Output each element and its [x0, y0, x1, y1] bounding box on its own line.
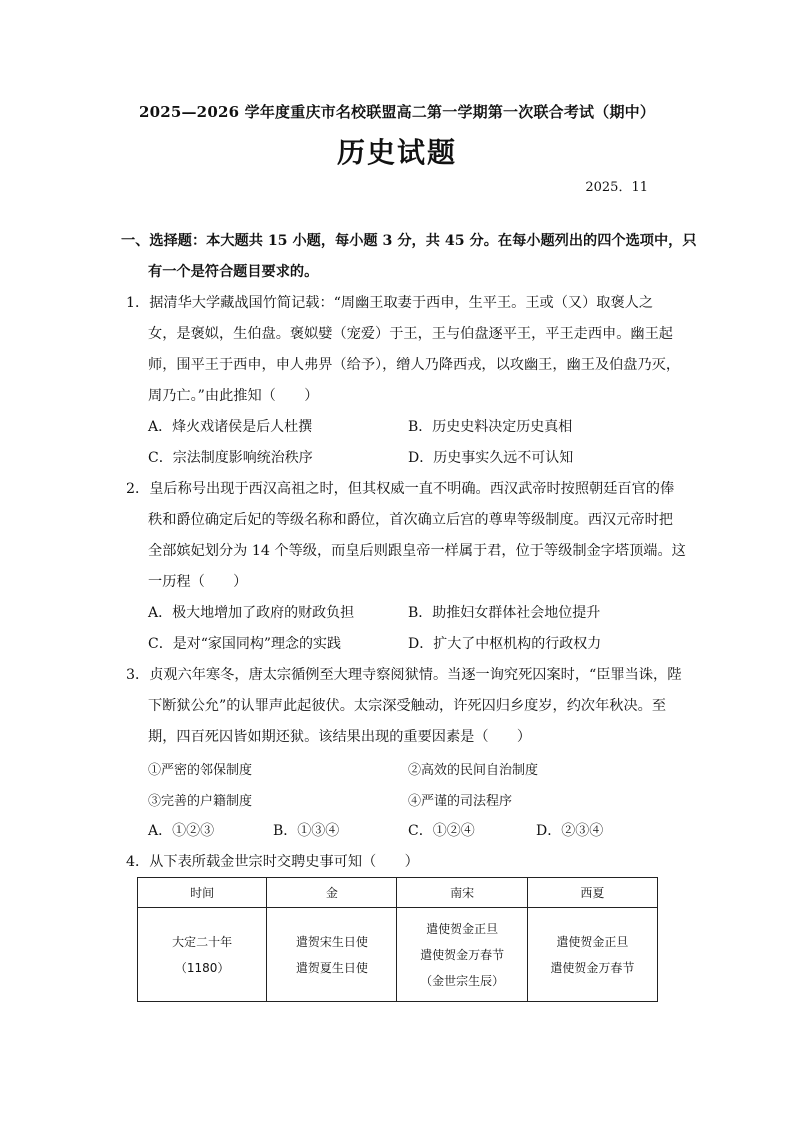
- q1-option-d[interactable]: D．历史事实久远不可认知: [408, 450, 574, 466]
- q3-item-3: ③完善的户籍制度: [148, 794, 253, 809]
- q4-stem: 4．从下表所载金世宗时交聘史事可知（ ）: [126, 854, 419, 870]
- q3-option-a[interactable]: A．①②③: [148, 823, 215, 839]
- q2-stem-line: 全部嫔妃划分为 14 个等级，而皇后则跟皇帝一样属于君，位于等级制金字塔顶端。这: [148, 543, 686, 559]
- cell-text: 遣使贺金正旦: [426, 921, 499, 936]
- q1-option-b[interactable]: B．历史史料决定历史真相: [408, 419, 573, 435]
- cell-text: 遣贺夏生日使: [295, 960, 368, 975]
- cell-jin: [267, 908, 397, 1002]
- q3-option-d[interactable]: D．②③④: [536, 823, 604, 839]
- q2-stem-line: 2．皇后称号出现于西汉高祖之时，但其权威一直不明确。西汉武帝时按照朝廷百官的俸: [126, 481, 675, 497]
- q2-option-d[interactable]: D．扩大了中枢机构的行政权力: [408, 636, 602, 652]
- embassy-table: [137, 877, 658, 1002]
- q2-stem-line: 秩和爵位确定后妃的等级名称和爵位，首次确立后宫的尊卑等级制度。西汉元帝时把: [148, 512, 673, 528]
- q3-stem-line: 3．贞观六年寒冬，唐太宗循例至大理寺察阅狱情。当逐一询究死囚案时，“臣罪当诛，陛: [126, 667, 682, 683]
- q3-item-2: ②高效的民间自治制度: [408, 763, 539, 778]
- q3-stem-line: 下断狱公允”的认罪声此起彼伏。太宗深受触动，许死囚归乡度岁，约次年秋决。至: [148, 698, 667, 714]
- cell-text: 大定二十年: [172, 934, 233, 949]
- q3-item-4: ④严谨的司法程序: [408, 794, 513, 809]
- cell-text: 遣使贺金正旦: [556, 934, 629, 949]
- q2-option-a[interactable]: A．极大地增加了政府的财政负担: [148, 605, 355, 621]
- cell-text: 遣贺宋生日使: [295, 934, 368, 949]
- q3-stem-line: 期，四百死囚皆如期还狱。该结果出现的重要因素是（ ）: [148, 729, 532, 745]
- q2-option-b[interactable]: B．助推妇女群体社会地位提升: [408, 605, 601, 621]
- q3-option-c[interactable]: C．①②④: [408, 823, 475, 839]
- cell-xia: [527, 908, 657, 1002]
- exam-date: 2025．11: [585, 180, 648, 195]
- header-jin: 金: [267, 878, 397, 908]
- q3-item-1: ①严密的邻保制度: [148, 763, 253, 778]
- cell-time: [138, 908, 267, 1002]
- subject-title: 历史试题: [336, 136, 457, 169]
- q1-stem-line: 1．据清华大学藏战国竹简记载：“周幽王取妻于西申，生平王。王或（又）取褒人之: [126, 295, 654, 311]
- q1-stem-line: 周乃亡。”由此推知（ ）: [148, 388, 319, 404]
- q2-stem-line: 一历程（ ）: [148, 574, 248, 590]
- q1-stem-line: 师，围平王于西申，申人弗畀（给予），缯人乃降西戎，以攻幽王，幽王及伯盘乃灭，: [148, 357, 681, 373]
- cell-text: 遣使贺金万春节: [550, 960, 635, 975]
- section-heading-line2: 有一个是符合题目要求的。: [148, 264, 319, 280]
- q3-option-b[interactable]: B．①③④: [273, 823, 340, 839]
- q2-option-c[interactable]: C．是对“家国同构”理念的实践: [148, 636, 342, 652]
- section-heading-line1: 一、选择题：本大题共 15 小题，每小题 3 分，共 45 分。在每小题列出的四个选项中，只: [121, 233, 697, 249]
- table-row: [138, 908, 658, 1002]
- cell-text: 遣使贺金万春节: [420, 947, 505, 962]
- table-header-row: [138, 878, 658, 908]
- header-time: 时间: [138, 878, 267, 908]
- cell-song: [397, 908, 527, 1002]
- exam-title: 2025—2026 学年度重庆市名校联盟高二第一学期第一次联合考试（期中）: [138, 103, 656, 121]
- q1-stem-line: 女，是褒姒，生伯盘。褒姒嬖（宠爱）于王，王与伯盘逐平王，平王走西申。幽王起: [148, 326, 673, 342]
- header-song: 南宋: [397, 878, 527, 908]
- q1-option-c[interactable]: C．宗法制度影响统治秩序: [148, 450, 313, 466]
- cell-text: （金世宗生辰）: [420, 973, 505, 988]
- cell-text: （1180）: [174, 960, 230, 975]
- q1-option-a[interactable]: A．烽火戏诸侯是后人杜撰: [148, 419, 313, 435]
- header-xia: 西夏: [527, 878, 657, 908]
